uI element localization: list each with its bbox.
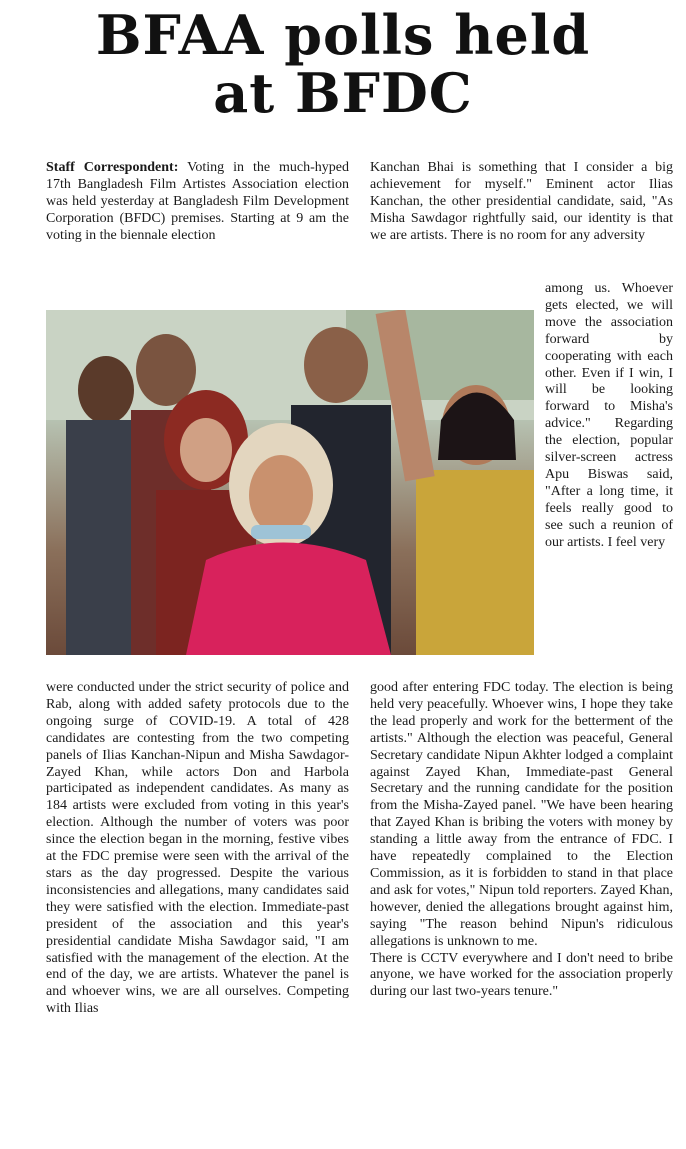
body-text-col1-top: Voting in the much-hyped 17th Bangladesh Film Artistes Association election was held yesterday at Bangladesh Film Development Corporation (BFDC) premises. Starting at 9 am the voting in the biennale election bbox=[46, 160, 350, 243]
face-mask bbox=[251, 525, 311, 539]
byline: Staff Correspondent: bbox=[46, 160, 179, 175]
person-left-head bbox=[78, 356, 134, 424]
headline bbox=[0, 3, 686, 125]
column-2-top bbox=[370, 160, 673, 245]
column-2-side bbox=[545, 281, 673, 552]
person-2-head bbox=[136, 334, 196, 406]
person-right-body bbox=[416, 470, 534, 655]
column-1-top bbox=[46, 160, 349, 245]
body-text-col2-bottom-p2: There is CCTV everywhere and I don't need to bribe anyone, we have worked for the association properly during our last two-years tenure." bbox=[370, 950, 673, 1000]
person-center-face bbox=[249, 455, 313, 535]
body-text-col2-side: among us. Whoever gets elected, we will move the association forward by cooperating with each other. Even if I win, I will be looking forward to Misha's advice." Regarding the election, popular silver-screen actress Apu Biswas said, "After a long time, it feels really good to see such a reunion of our artists. I feel very bbox=[545, 281, 673, 550]
body-text-col1-bottom: were conducted under the strict security of police and Rab, along with added safety protocols due to the ongoing surge of COVID-19. A total of 428 candidates are contesting from the two competing panels of Ilias Kanchan-Nipun and Misha Sawdagor-Zayed Khan, while actors Don and Harbola participated as independent candidates. As many as 184 artists were excluded from voting in this year's election. Although the number of voters was poor since the election began in the morning, festive vibes at the FDC premise were seen with the arrival of the stars as the day progressed. Despite the various inconsistencies and allegations, many candidates said they were satisfied with the election. Immediate-past president of the association and this year's presidential candidate Misha Sawdagor said, "I am satisfied with the management of the election. At the end of the day, we are artists. Whatever the panel is and whoever wins, we are all ourselves. Competing with Ilias bbox=[46, 680, 349, 1017]
headline-line-1: BFAA polls held bbox=[95, 3, 591, 67]
news-photo bbox=[46, 310, 534, 655]
photo-illustration bbox=[46, 310, 534, 655]
body-text-col2-top: Kanchan Bhai is something that I consider a big achievement for myself." Eminent actor Ilias Kanchan, the other presidential candidate, said, "As Misha Sawdagor rightfully said, our identity is that we are artists. There is no room for any adversity bbox=[370, 160, 673, 243]
column-2-bottom bbox=[370, 680, 673, 1001]
body-text-col2-bottom-p1: good after entering FDC today. The election is being held very peacefully. Whoever wins, I hope they take the lead properly and work for the betterment of the artists." Although the election was peaceful, General Secretary candidate Nipun Akhter lodged a complaint against Zayed Khan, Immediate-past General Secretary and the running candidate for the position from the Misha-Zayed panel. "We have been hearing that Zayed Khan is bribing the voters with money by standing a little away from the entrance of FDC. I have repeatedly complained to the Election Commission, as it is forbidden to stand in that place and ask for votes," Nipun told reporters. Zayed Khan, however, denied the allegations brought against him, saying "The reason behind Nipun's ridiculous allegations is unknown to me. bbox=[370, 680, 673, 949]
person-center-sari bbox=[186, 543, 391, 656]
person-red-face bbox=[180, 418, 232, 482]
column-1-bottom bbox=[46, 680, 349, 1018]
person-suit-head bbox=[304, 327, 368, 403]
headline-line-2: at BFDC bbox=[213, 61, 473, 125]
photo-trees bbox=[346, 310, 534, 400]
